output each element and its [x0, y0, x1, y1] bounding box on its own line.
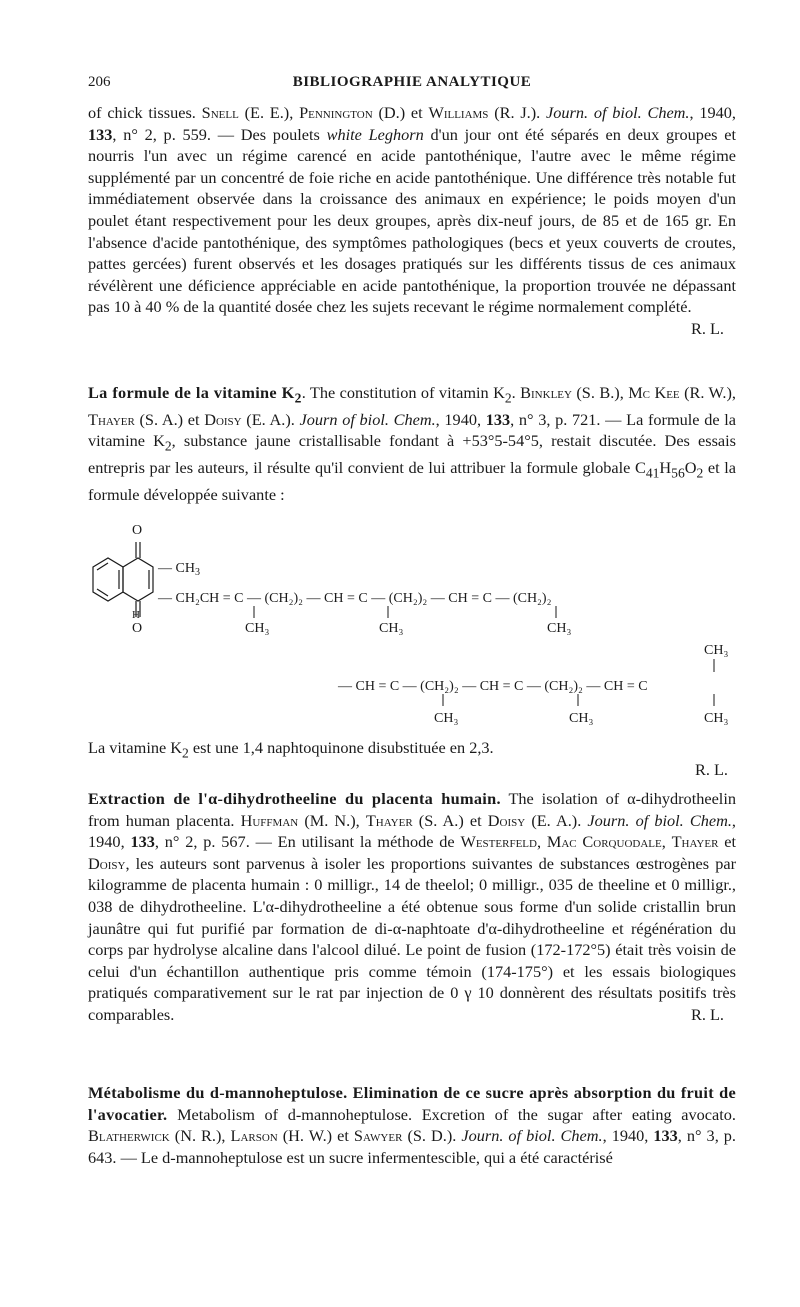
journal-name: Journ. of biol. Chem. — [461, 1126, 603, 1146]
formula-row2-ch3: CH₃ — [547, 621, 572, 636]
formula-caption: La vitamine $K_2$ est une 1,4 naphtoquinone disubstituée en 2,3. — [88, 738, 494, 761]
page — [88, 0, 736, 1307]
author: Mac Corquodale — [546, 832, 662, 852]
signature: R. L. — [690, 1004, 724, 1024]
volume: 133 — [130, 832, 155, 852]
entry-vitamin-k2: La formule de la vitamine $K_2$. The constitution of vitamin $K_2$. Binkley (S. B.), Mc Kee (R. W.), Thayer (S. A.) et Doisy (E. A.). Journ of biol. Chem., 1940, 133, n° 3, p. 721. — La formule de la vitamine $K_2$, substance jaune cristallisable fondant à +53°5-54°5, restait discutée. Des essais entrepris par les auteurs, il résulte qu'il convient de lui attribuer la formule globale $C_{41}H_{56}O_2$ et la formule développée suivante : — [88, 383, 737, 505]
formula-row3-ch3: CH₃ — [704, 711, 729, 726]
author: Thayer — [88, 409, 135, 429]
page-header — [88, 74, 736, 96]
formula-row1: — $CH_3$ — [158, 561, 200, 578]
formula-o-bottom: O — [132, 621, 143, 636]
author: Thayer — [365, 810, 413, 830]
signature: R. L. — [690, 318, 724, 338]
journal-name: Journ of biol. Chem. — [299, 409, 436, 429]
author: Binkley — [520, 383, 572, 402]
entry-title: La formule de la vitamine $K_2$ — [88, 383, 302, 406]
formula-row3-top: CH₃ — [704, 643, 729, 658]
formula-o-top: O — [132, 523, 143, 538]
author: Westerfeld — [460, 832, 537, 852]
journal-name: Journ. of biol. Chem. — [587, 810, 732, 830]
formula-row3: — CH = C — (CH₂)₂ — CH = C — (CH₂)₂ — CH = C — [338, 679, 648, 694]
formula-row2-ch3: CH₃ — [245, 621, 270, 636]
author: Sawyer — [353, 1126, 403, 1146]
author: Doisy — [487, 810, 526, 830]
formula-row2-ch3: CH₃ — [379, 621, 404, 636]
author: Doisy — [88, 853, 126, 873]
author: Pennington — [299, 103, 373, 122]
author: Larson — [230, 1126, 278, 1146]
formula-row3-ch3: CH₃ — [434, 711, 459, 726]
author: Mc Kee — [628, 383, 680, 402]
page-number: 206 — [88, 74, 111, 90]
entry-title: Métabolisme du d-mannoheptulose. Elimination de ce sucre après absorption du fruit de l'avocatier. — [88, 1083, 736, 1124]
volume: 133 — [485, 409, 511, 429]
signature: R. L. — [694, 760, 728, 779]
journal-name: Journ. of biol. Chem. — [546, 103, 690, 122]
vitamin-k2-structural-formula — [88, 512, 736, 737]
entry-dihydrotheeline: Extraction de l'α-dihydrotheeline du placenta humain. The isolation of α-dihydrotheelin from human placenta. Huffman (M. N.), Thayer (S. A.) et Doisy (E. A.). Journ. of biol. Chem., 1940, 133, n° 2, p. 567. — En utilisant la méthode de Westerfeld, Mac Corquodale, Thayer et Doisy, les auteurs sont parvenus à isoler les proportions suivantes de substances œstrogènes par kilogramme de placenta humain : 0 milligr., 14 de theelol; 0 milligr., 035 de theeline et 0 milligr., 038 de dihydrotheeline. L'α-dihydrotheeline a été obtenue sous forme d'un solide cristallin brun jaunâtre qui fut purifié par formation de di-α-naphtoate d'α-dihydrotheeline et régénération du corps par hydrolyse alcaline dans l'alcool dilué. Le point de fusion (172-172°5) était très voisin de celui d'un échantillon authentique pris comme témoin (174-175°) et les essais biologiques pratiqués comparativement sur le rat par injection de 0 γ 10 donnèrent des résultats positifs très comparables. R. L. — [88, 789, 737, 1024]
formula-row2: — CH₂CH = C — (CH₂)₂ — CH = C — (CH₂)₂ — CH = C — (CH₂)₂ — [158, 591, 552, 606]
naphthoquinone-ring — [93, 542, 153, 617]
author: Huffman — [240, 810, 299, 830]
volume: 133 — [88, 124, 113, 144]
author: Blatherwick — [88, 1126, 170, 1146]
running-title: BIBLIOGRAPHIE ANALYTIQUE — [292, 74, 532, 90]
volume: 133 — [653, 1126, 678, 1146]
author: Williams — [428, 103, 489, 122]
entry-pantothenic-acid: of chick tissues. Snell (E. E.), Pennington (D.) et Williams (R. J.). Journ. of biol. Chem., 1940, 133, n° 2, p. 559. — Des poulets white Leghorn d'un jour ont été séparés en deux groupes et nourris l'un avec un régime carencé en acide pantothénique, l'autre avec le même régime supplémenté par un concentré de foie riche en acide pantothénique. Une différence très notable fut immédiatement observée dans la croissance des animaux en expérience; le poids moyen d'un poulet étant respectivement pour les deux groupes, après dix-neuf jours, de 85 et de 165 gr. En l'absence d'acide pantothénique, des symptômes pathologiques (becs et yeux couverts de croutes, pattes gercées) furent observés et les dosages pratiqués sur les différents tissus de ces animaux révélèrent une déficience appréciable en acide pantothénique, la proportion trouvée ne dépassant pas 10 à 40 % de la quantité dosée chez les sujets recevant le régime normalement complété. R. L. — [88, 103, 736, 338]
author: Doisy — [204, 409, 242, 429]
entry-mannoheptulose: Métabolisme du d-mannoheptulose. Elimination de ce sucre après absorption du fruit de l'avocatier. Metabolism of d-mannoheptulose. Excretion of the sugar after eating avocato. Blatherwick (N. R.), Larson (H. W.) et Sawyer (S. D.). Journ. of biol. Chem., 1940, 133, n° 3, p. 643. — Le d-mannoheptulose est un sucre infermentescible, qui a été caractérisé — [88, 1083, 736, 1167]
formula-h: H — [132, 609, 140, 621]
author: Snell — [201, 103, 239, 122]
entry-title: Extraction de l'α-dihydrotheeline du placenta humain. — [88, 789, 501, 808]
author: Thayer — [671, 832, 719, 852]
formula-row3-ch3: CH₃ — [569, 711, 594, 726]
